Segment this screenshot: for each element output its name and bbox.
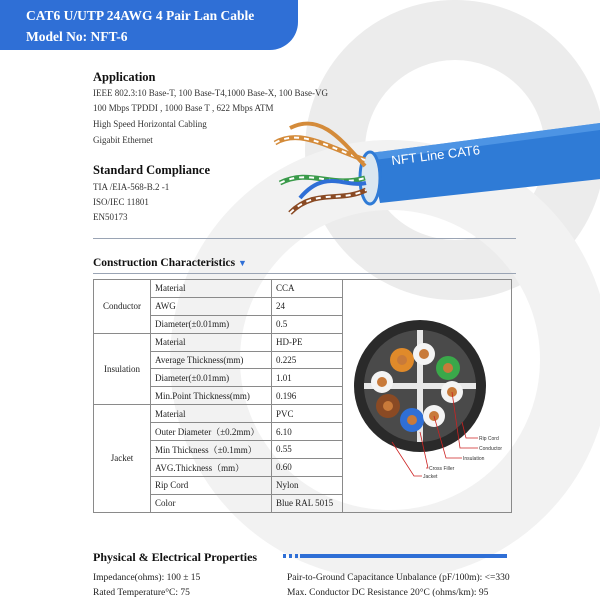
group-insulation: Insulation xyxy=(94,333,151,405)
conductor-label: Conductor xyxy=(479,446,503,452)
model-number: Model No: NFT-6 xyxy=(26,29,128,44)
application-heading: Application xyxy=(93,70,156,84)
construction-heading xyxy=(93,257,247,269)
jacket-label: Jacket xyxy=(423,474,438,480)
cross-filler-label: Cross Filler xyxy=(429,466,455,472)
value-cell: 0.60 xyxy=(272,458,343,476)
application-line: 100 Mbps TPDDI , 1000 Base T , 622 Mbps ATM xyxy=(93,103,274,113)
property-capacitance: Pair-to-Ground Capacitance Unbalance (pF/100m): <=330 xyxy=(287,573,510,583)
value-cell: 1.01 xyxy=(272,369,343,387)
value-cell: 0.5 xyxy=(272,315,343,333)
compliance-heading: Standard Compliance xyxy=(93,163,211,177)
param-cell: Rip Cord xyxy=(151,476,272,494)
value-cell: 0.225 xyxy=(272,351,343,369)
property-temperature: Rated Temperature°C: 75 xyxy=(93,588,190,598)
param-cell: Min Thickness（±0.1mm） xyxy=(151,441,272,459)
header-banner xyxy=(0,0,298,50)
application-line: High Speed Horizontal Cabling xyxy=(93,119,207,129)
param-cell: Average Thickness(mm) xyxy=(151,351,272,369)
param-cell: Color xyxy=(151,494,272,512)
property-impedance: Impedance(ohms): 100 ± 15 xyxy=(93,573,201,583)
value-cell: CCA xyxy=(272,280,343,298)
param-cell: Min.Point Thickness(mm) xyxy=(151,387,272,405)
insulation-label: Insulation xyxy=(463,456,485,462)
value-cell: 0.196 xyxy=(272,387,343,405)
value-cell: 6.10 xyxy=(272,423,343,441)
param-cell: Diameter(±0.01mm) xyxy=(151,369,272,387)
value-cell: Nylon xyxy=(272,476,343,494)
group-conductor: Conductor xyxy=(94,280,151,334)
value-cell: Blue RAL 5015 xyxy=(272,494,343,512)
property-resistance: Max. Conductor DC Resistance 20°C (ohms/km): 95 xyxy=(287,588,489,598)
chevron-down-icon: ▼ xyxy=(238,258,247,268)
compliance-line: EN50173 xyxy=(93,212,128,222)
param-cell: Material xyxy=(151,405,272,423)
compliance-line: TIA /EIA-568-B.2 -1 xyxy=(93,182,170,192)
param-cell: Outer Diameter（±0.2mm） xyxy=(151,423,272,441)
divider-line xyxy=(93,238,516,239)
compliance-line: ISO/IEC 11801 xyxy=(93,197,149,207)
construction-heading-text: Construction Characteristics xyxy=(93,257,236,269)
value-cell: 24 xyxy=(272,297,343,315)
table-row xyxy=(94,280,512,298)
param-cell: Material xyxy=(151,280,272,298)
physical-heading: Physical & Electrical Properties xyxy=(93,550,258,564)
value-cell: HD-PE xyxy=(272,333,343,351)
param-cell: Diameter(±0.01mm) xyxy=(151,315,272,333)
decorative-stripe-solid xyxy=(300,554,507,558)
cable-cross-section-diagram xyxy=(352,312,504,484)
cable-print-label: NFT Line CAT6 xyxy=(390,142,481,168)
value-cell: PVC xyxy=(272,405,343,423)
divider-line xyxy=(93,273,516,274)
application-line: Gigabit Ethernet xyxy=(93,135,153,145)
application-line: IEEE 802.3:10 Base-T, 100 Base-T4,1000 Base-X, 100 Base-VG xyxy=(93,88,329,98)
group-jacket: Jacket xyxy=(94,405,151,512)
param-cell: AWG xyxy=(151,297,272,315)
cable-photo xyxy=(270,108,600,228)
product-title: CAT6 U/UTP 24AWG 4 Pair Lan Cable xyxy=(26,8,255,23)
param-cell: AVG.Thickness（mm） xyxy=(151,458,272,476)
rip-cord-label: Rip Cord xyxy=(479,436,499,442)
param-cell: Material xyxy=(151,333,272,351)
value-cell: 0.55 xyxy=(272,441,343,459)
